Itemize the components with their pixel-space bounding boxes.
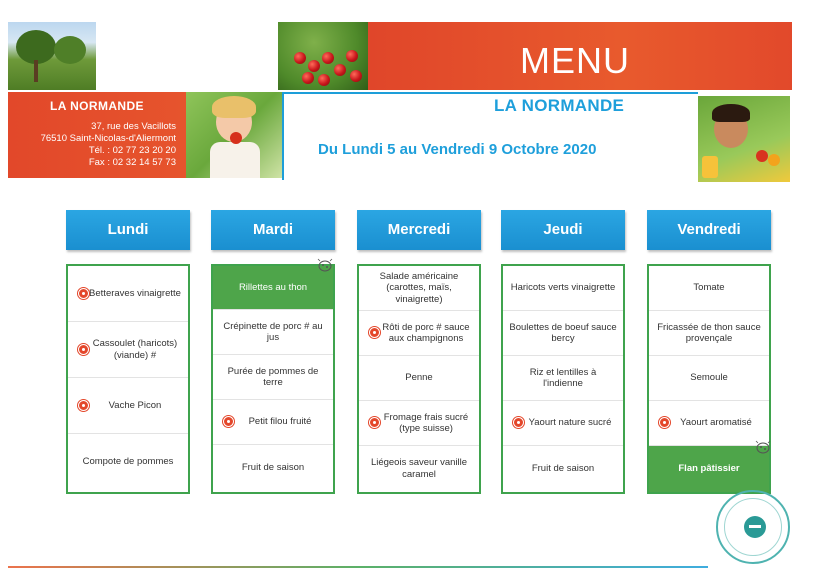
ladybug-icon (316, 258, 334, 272)
day-menu-box (66, 264, 190, 494)
menu-item-label: Fromage frais sucré (type suisse) (383, 411, 469, 434)
menu-item (649, 401, 769, 446)
boy-with-fruit-photo (698, 96, 790, 182)
day-menu-box (647, 264, 771, 494)
phone-number: Tél. : 02 77 23 20 20 (88, 145, 176, 156)
menu-item-label: Penne (405, 372, 433, 384)
menu-item (359, 401, 479, 446)
date-range: Du Lundi 5 au Vendredi 9 Octobre 2020 (318, 141, 597, 158)
menu-item (359, 356, 479, 401)
menu-item (649, 356, 769, 401)
menu-item (213, 266, 333, 310)
day-header-1: Mardi (211, 210, 335, 250)
day-header-2: Mercredi (357, 210, 481, 250)
menu-item (68, 322, 188, 378)
menu-item (68, 434, 188, 490)
fax-number: Fax : 02 32 14 57 73 (88, 157, 176, 168)
cherries-photo (278, 22, 368, 90)
menu-item (649, 266, 769, 311)
menu-item-label: Rôti de porc # sauce aux champignons (382, 321, 470, 344)
menu-item-label: Vache Picon (108, 399, 162, 411)
menu-item-label: Liégeois saveur vanille caramel (370, 457, 468, 480)
bottom-rule (8, 566, 708, 568)
menu-item-label: Betteraves vinaigrette (89, 287, 181, 299)
day-menu-box (357, 264, 481, 494)
divider (282, 92, 284, 180)
menu-item-label: Petit filou fruité (248, 416, 312, 428)
local-product-icon (369, 327, 380, 338)
menu-item (503, 356, 623, 401)
menu-item (213, 310, 333, 355)
divider (282, 92, 698, 94)
menu-item (213, 355, 333, 400)
menu-item-label: Salade américaine (carottes, maïs, vinaigrette) (379, 270, 459, 305)
girl-eating-apple-photo (186, 92, 282, 178)
menu-item (68, 266, 188, 322)
menu-item (503, 311, 623, 356)
day-menu-box (501, 264, 625, 494)
menu-item-label: Rillettes au thon (238, 281, 308, 293)
menu-item (213, 400, 333, 445)
menu-item-label: Yaourt nature sucré (528, 417, 612, 429)
menu-item-label: Tomate (693, 282, 725, 294)
menu-item-label: Semoule (690, 372, 728, 384)
trees-photo (8, 22, 96, 90)
menu-item-label: Fruit de saison (531, 462, 595, 474)
local-product-icon (659, 417, 670, 428)
address-street: 37, rue des Vacillots (91, 121, 176, 132)
menu-item (359, 446, 479, 491)
address-city: 76510 Saint-Nicolas-d'Aliermont (40, 133, 176, 144)
day-menu-box (211, 264, 335, 494)
menu-item-label: Boulettes de boeuf sauce bercy (509, 321, 617, 344)
day-header-4: Vendredi (647, 210, 771, 250)
menu-item-label: Fricassée de thon sauce provençale (657, 321, 761, 344)
restaurant-name: LA NORMANDE (50, 99, 144, 113)
logo-mark-icon (744, 516, 766, 538)
menu-title: MENU (520, 40, 630, 81)
local-product-icon (223, 416, 234, 427)
menu-item-label: Cassoulet (haricots) (viande) # (92, 338, 178, 361)
menu-item (649, 446, 769, 492)
menu-item-label: Flan pâtissier (678, 463, 740, 475)
menu-item (649, 311, 769, 356)
day-header-0: Lundi (66, 210, 190, 250)
menu-item-label: Purée de pommes de terre (227, 365, 319, 388)
menu-item-label: Fruit de saison (241, 461, 305, 473)
menu-item (503, 446, 623, 491)
menu-item (503, 401, 623, 446)
restaurant-info-block (8, 92, 186, 178)
menu-item-label: Compote de pommes (82, 456, 174, 468)
ladybug-icon (754, 440, 772, 454)
menu-item (359, 311, 479, 356)
menu-item-label: Yaourt aromatisé (680, 417, 752, 429)
local-product-icon (369, 417, 380, 428)
local-product-icon (78, 288, 89, 299)
menu-item-label: Haricots verts vinaigrette (510, 282, 616, 294)
menu-item-label: Crépinette de porc # au jus (223, 320, 323, 343)
local-product-icon (78, 400, 89, 411)
menu-item-label: Riz et lentilles à l'indienne (529, 366, 597, 389)
menu-item (503, 266, 623, 311)
page-subtitle: LA NORMANDE (494, 96, 625, 115)
local-product-icon (78, 344, 89, 355)
day-header-3: Jeudi (501, 210, 625, 250)
caterer-logo (716, 490, 790, 564)
menu-item (359, 266, 479, 311)
local-product-icon (513, 417, 524, 428)
menu-item (213, 445, 333, 490)
menu-item (68, 378, 188, 434)
